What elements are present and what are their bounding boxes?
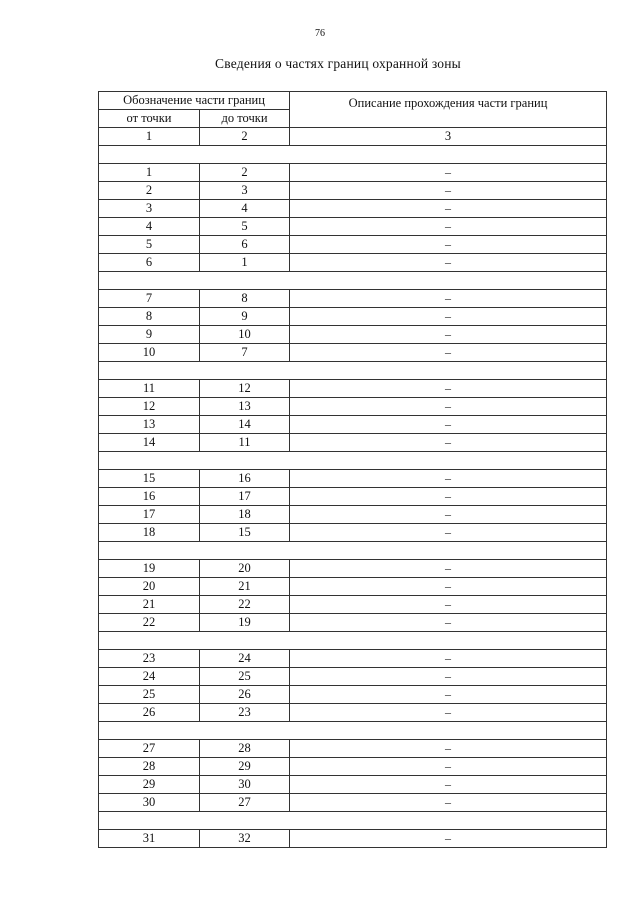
description-cell: – <box>290 830 607 848</box>
description-cell: – <box>290 398 607 416</box>
to-point-cell: 22 <box>200 596 290 614</box>
from-point-cell: 6 <box>99 254 200 272</box>
to-point-cell: 26 <box>200 686 290 704</box>
description-cell: – <box>290 470 607 488</box>
description-cell: – <box>290 200 607 218</box>
from-point-cell: 20 <box>99 578 200 596</box>
from-point-cell: 14 <box>99 434 200 452</box>
table-row <box>99 578 607 596</box>
description-cell: – <box>290 668 607 686</box>
to-point-cell: 1 <box>200 254 290 272</box>
description-cell: – <box>290 704 607 722</box>
from-point-cell: 7 <box>99 290 200 308</box>
table-row <box>99 236 607 254</box>
to-point-cell: 14 <box>200 416 290 434</box>
group-separator-row <box>99 146 607 164</box>
table-body <box>99 146 607 848</box>
table-row <box>99 308 607 326</box>
description-cell: – <box>290 560 607 578</box>
description-cell: – <box>290 488 607 506</box>
to-point-cell: 28 <box>200 740 290 758</box>
description-cell: – <box>290 776 607 794</box>
to-point-cell: 4 <box>200 200 290 218</box>
table-row <box>99 524 607 542</box>
table-row <box>99 200 607 218</box>
from-point-cell: 18 <box>99 524 200 542</box>
group-separator <box>99 272 607 290</box>
table-row <box>99 758 607 776</box>
to-point-cell: 6 <box>200 236 290 254</box>
to-point-cell: 11 <box>200 434 290 452</box>
column-number: 1 <box>99 128 200 146</box>
from-point-cell: 27 <box>99 740 200 758</box>
table-row <box>99 704 607 722</box>
description-cell: – <box>290 416 607 434</box>
table-row <box>99 614 607 632</box>
from-point-cell: 2 <box>99 182 200 200</box>
description-cell: – <box>290 650 607 668</box>
description-cell: – <box>290 686 607 704</box>
description-cell: – <box>290 344 607 362</box>
from-point-cell: 25 <box>99 686 200 704</box>
from-point-cell: 10 <box>99 344 200 362</box>
table-row <box>99 740 607 758</box>
to-point-cell: 2 <box>200 164 290 182</box>
to-point-cell: 18 <box>200 506 290 524</box>
table-row <box>99 290 607 308</box>
description-cell: – <box>290 506 607 524</box>
from-point-cell: 21 <box>99 596 200 614</box>
page-number: 76 <box>315 28 325 39</box>
page-title: Сведения о частях границ охранной зоны <box>215 56 461 71</box>
table-row <box>99 830 607 848</box>
from-point-cell: 19 <box>99 560 200 578</box>
from-point-cell: 24 <box>99 668 200 686</box>
table-row <box>99 326 607 344</box>
to-point-cell: 29 <box>200 758 290 776</box>
description-cell: – <box>290 236 607 254</box>
to-point-cell: 16 <box>200 470 290 488</box>
description-cell: – <box>290 596 607 614</box>
table-row <box>99 164 607 182</box>
header-boundary-designation: Обозначение части границ <box>99 92 290 110</box>
from-point-cell: 3 <box>99 200 200 218</box>
to-point-cell: 21 <box>200 578 290 596</box>
from-point-cell: 15 <box>99 470 200 488</box>
boundary-parts-table <box>98 91 607 848</box>
from-point-cell: 1 <box>99 164 200 182</box>
group-separator <box>99 722 607 740</box>
table-row <box>99 254 607 272</box>
group-separator-row <box>99 632 607 650</box>
header-to-point: до точки <box>200 110 290 128</box>
description-cell: – <box>290 434 607 452</box>
description-cell: – <box>290 380 607 398</box>
group-separator <box>99 542 607 560</box>
group-separator-row <box>99 722 607 740</box>
from-point-cell: 12 <box>99 398 200 416</box>
group-separator-row <box>99 362 607 380</box>
from-point-cell: 28 <box>99 758 200 776</box>
from-point-cell: 8 <box>99 308 200 326</box>
to-point-cell: 10 <box>200 326 290 344</box>
description-cell: – <box>290 254 607 272</box>
from-point-cell: 29 <box>99 776 200 794</box>
group-separator-row <box>99 452 607 470</box>
table-row <box>99 416 607 434</box>
table-row <box>99 650 607 668</box>
from-point-cell: 5 <box>99 236 200 254</box>
table-row <box>99 182 607 200</box>
from-point-cell: 16 <box>99 488 200 506</box>
table-row <box>99 218 607 236</box>
description-cell: – <box>290 794 607 812</box>
from-point-cell: 22 <box>99 614 200 632</box>
table-row <box>99 560 607 578</box>
from-point-cell: 9 <box>99 326 200 344</box>
group-separator <box>99 146 607 164</box>
from-point-cell: 26 <box>99 704 200 722</box>
to-point-cell: 13 <box>200 398 290 416</box>
group-separator <box>99 812 607 830</box>
from-point-cell: 31 <box>99 830 200 848</box>
from-point-cell: 17 <box>99 506 200 524</box>
to-point-cell: 32 <box>200 830 290 848</box>
description-cell: – <box>290 164 607 182</box>
table-row <box>99 686 607 704</box>
description-cell: – <box>290 740 607 758</box>
to-point-cell: 12 <box>200 380 290 398</box>
description-cell: – <box>290 218 607 236</box>
table-row <box>99 488 607 506</box>
description-cell: – <box>290 326 607 344</box>
group-separator <box>99 452 607 470</box>
from-point-cell: 13 <box>99 416 200 434</box>
to-point-cell: 9 <box>200 308 290 326</box>
table-row <box>99 434 607 452</box>
to-point-cell: 5 <box>200 218 290 236</box>
table-row <box>99 398 607 416</box>
to-point-cell: 20 <box>200 560 290 578</box>
group-separator-row <box>99 272 607 290</box>
to-point-cell: 8 <box>200 290 290 308</box>
column-number: 3 <box>290 128 607 146</box>
header-description: Описание прохождения части границ <box>290 92 607 128</box>
group-separator-row <box>99 812 607 830</box>
to-point-cell: 15 <box>200 524 290 542</box>
to-point-cell: 24 <box>200 650 290 668</box>
to-point-cell: 7 <box>200 344 290 362</box>
to-point-cell: 27 <box>200 794 290 812</box>
to-point-cell: 30 <box>200 776 290 794</box>
from-point-cell: 30 <box>99 794 200 812</box>
table-row <box>99 794 607 812</box>
to-point-cell: 19 <box>200 614 290 632</box>
from-point-cell: 4 <box>99 218 200 236</box>
table-row <box>99 506 607 524</box>
description-cell: – <box>290 182 607 200</box>
table-row <box>99 776 607 794</box>
to-point-cell: 25 <box>200 668 290 686</box>
description-cell: – <box>290 578 607 596</box>
group-separator <box>99 632 607 650</box>
group-separator-row <box>99 542 607 560</box>
to-point-cell: 23 <box>200 704 290 722</box>
column-number: 2 <box>200 128 290 146</box>
description-cell: – <box>290 524 607 542</box>
group-separator <box>99 362 607 380</box>
to-point-cell: 17 <box>200 488 290 506</box>
description-cell: – <box>290 758 607 776</box>
from-point-cell: 23 <box>99 650 200 668</box>
table-row <box>99 380 607 398</box>
table-row <box>99 470 607 488</box>
table-row <box>99 344 607 362</box>
description-cell: – <box>290 308 607 326</box>
description-cell: – <box>290 614 607 632</box>
description-cell: – <box>290 290 607 308</box>
from-point-cell: 11 <box>99 380 200 398</box>
header-from-point: от точки <box>99 110 200 128</box>
table-row <box>99 596 607 614</box>
table-row <box>99 668 607 686</box>
to-point-cell: 3 <box>200 182 290 200</box>
